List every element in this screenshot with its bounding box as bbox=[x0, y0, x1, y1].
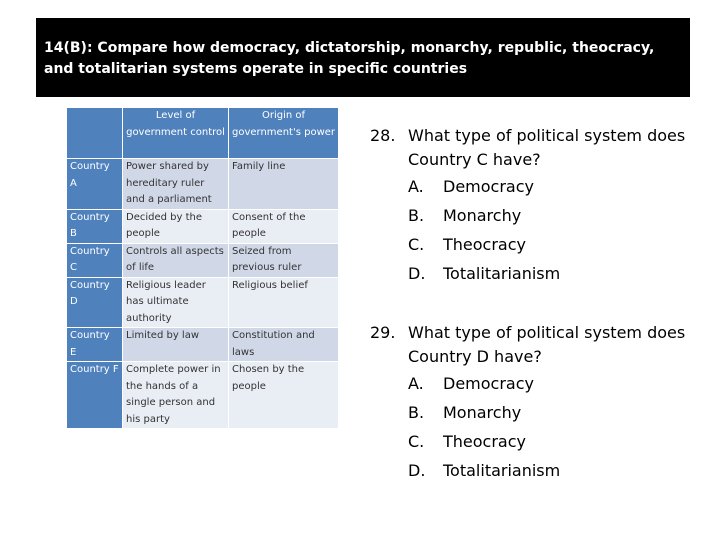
table-cell: Family line bbox=[229, 159, 339, 210]
table-cell: Religious belief bbox=[229, 277, 339, 328]
answer-option bbox=[370, 230, 700, 259]
title-banner bbox=[36, 18, 690, 97]
government-table bbox=[66, 107, 339, 429]
question-text: What type of political system does Country C have? bbox=[408, 126, 686, 169]
table-row bbox=[67, 243, 339, 277]
question-number: 29. bbox=[370, 323, 396, 342]
table-cell: Consent of the people bbox=[229, 209, 339, 243]
option-text: Democracy bbox=[443, 374, 534, 393]
table-header-cell: Level of government control bbox=[123, 108, 229, 159]
table-row bbox=[67, 362, 339, 429]
answer-option bbox=[370, 201, 700, 230]
option-letter: C. bbox=[408, 235, 425, 254]
question-number: 28. bbox=[370, 126, 396, 145]
table-cell: Constitution and laws bbox=[229, 328, 339, 362]
option-text: Totalitarianism bbox=[443, 264, 561, 283]
option-letter: D. bbox=[408, 461, 426, 480]
table-cell: Religious leader has ultimate authority bbox=[123, 277, 229, 328]
answer-option bbox=[370, 427, 700, 456]
table-row bbox=[67, 328, 339, 362]
table-cell: Complete power in the hands of a single person and his party bbox=[123, 362, 229, 429]
option-letter: A. bbox=[408, 374, 424, 393]
table-header-cell bbox=[67, 108, 123, 159]
option-text: Monarchy bbox=[443, 206, 522, 225]
option-text: Monarchy bbox=[443, 403, 522, 422]
table-cell: Limited by law bbox=[123, 328, 229, 362]
option-text: Theocracy bbox=[443, 235, 526, 254]
question-text: What type of political system does Country D have? bbox=[408, 323, 686, 366]
table-row bbox=[67, 277, 339, 328]
table-header-cell: Origin of government's power bbox=[229, 108, 339, 159]
option-text: Theocracy bbox=[443, 432, 526, 451]
row-header-cell: Country F bbox=[67, 362, 123, 429]
answer-option bbox=[370, 369, 700, 398]
table-cell: Chosen by the people bbox=[229, 362, 339, 429]
table-cell: Power shared by hereditary ruler and a parliament bbox=[123, 159, 229, 210]
answer-option bbox=[370, 398, 700, 427]
option-text: Democracy bbox=[443, 177, 534, 196]
answer-option bbox=[370, 172, 700, 201]
option-letter: A. bbox=[408, 177, 424, 196]
option-letter: D. bbox=[408, 264, 426, 283]
answer-option bbox=[370, 456, 700, 485]
table-header-row bbox=[67, 108, 339, 159]
row-header-cell: Country A bbox=[67, 159, 123, 210]
question-28 bbox=[370, 124, 700, 288]
row-header-cell: Country B bbox=[67, 209, 123, 243]
question-stem bbox=[370, 124, 700, 172]
table-row bbox=[67, 209, 339, 243]
table-cell: Controls all aspects of life bbox=[123, 243, 229, 277]
answer-option bbox=[370, 259, 700, 288]
option-letter: B. bbox=[408, 403, 425, 422]
table-row bbox=[67, 159, 339, 210]
option-letter: B. bbox=[408, 206, 425, 225]
question-stem bbox=[370, 321, 700, 369]
row-header-cell: Country C bbox=[67, 243, 123, 277]
row-header-cell: Country E bbox=[67, 328, 123, 362]
table-cell: Decided by the people bbox=[123, 209, 229, 243]
question-29 bbox=[370, 321, 700, 485]
option-letter: C. bbox=[408, 432, 425, 451]
table-cell: Seized from previous ruler bbox=[229, 243, 339, 277]
row-header-cell: Country D bbox=[67, 277, 123, 328]
option-text: Totalitarianism bbox=[443, 461, 561, 480]
page-title: 14(B): Compare how democracy, dictatorship, monarchy, republic, theocracy, and totalitarian systems operate in specific countries bbox=[44, 40, 655, 77]
